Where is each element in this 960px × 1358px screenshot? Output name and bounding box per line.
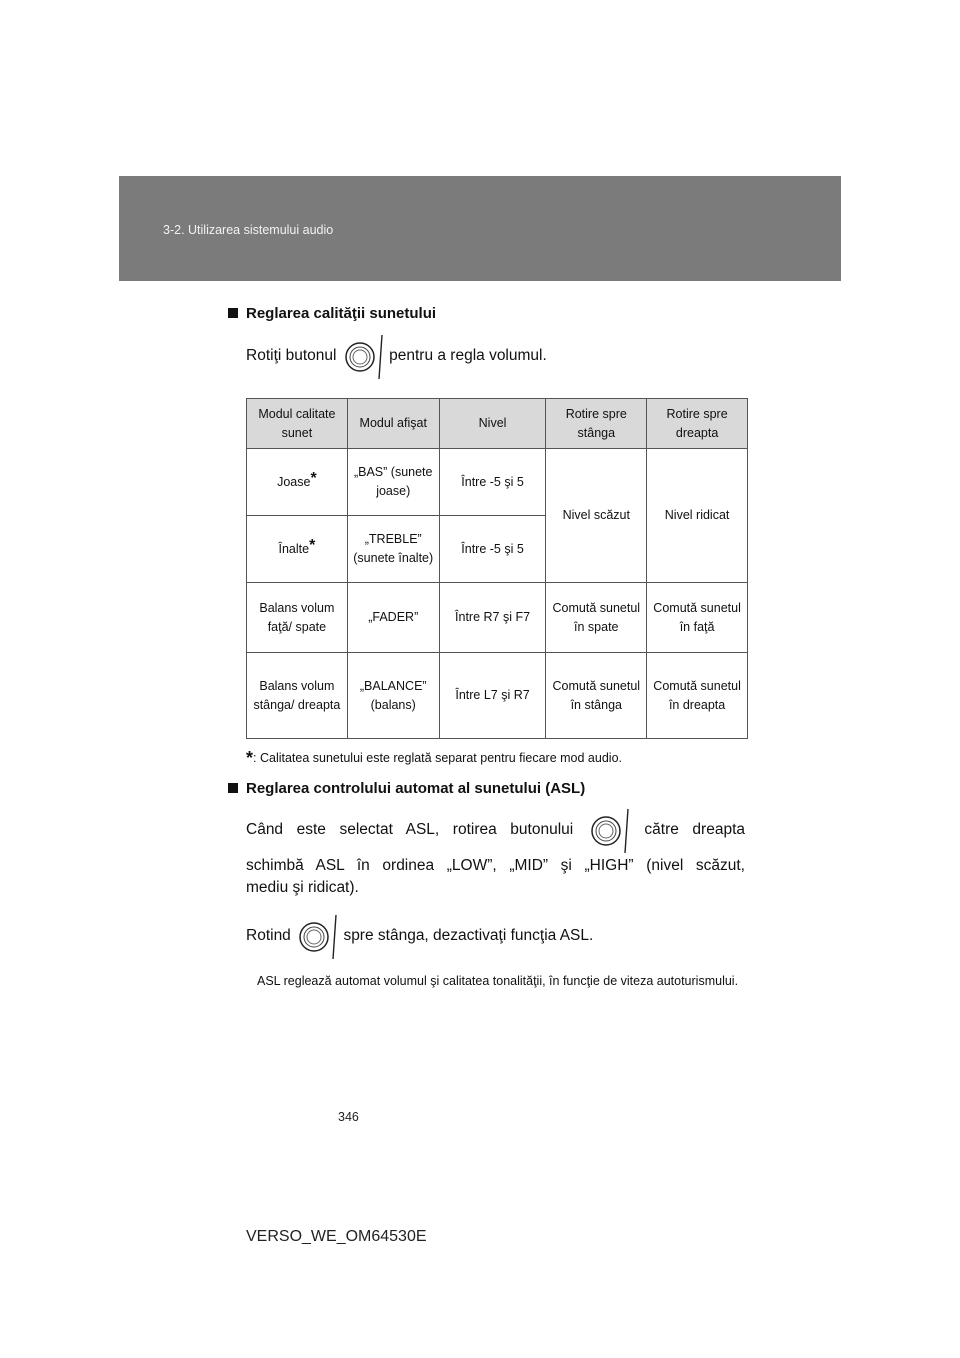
table-cell: Între -5 şi 5 <box>439 516 546 583</box>
table-header-row <box>247 399 748 449</box>
instruction-after: pentru a regla volumul. <box>389 347 547 365</box>
asl-title: Reglarea controlului automat al sunetului (ASL) <box>246 780 586 797</box>
table-cell: Comută sunetul în stânga <box>546 653 647 739</box>
sound-quality-title: Reglarea calităţii sunetului <box>246 305 437 322</box>
table-row-fader <box>247 583 748 653</box>
table-header-cell: Rotire spre stânga <box>546 399 647 449</box>
sound-quality-heading <box>228 305 436 322</box>
table-cell: Balans volum stânga/ dreapta <box>247 653 348 739</box>
table-header-cell: Nivel <box>439 399 546 449</box>
instruction-before: Rotiţi butonul <box>246 347 337 365</box>
table-cell: Joase* <box>247 449 348 516</box>
table-cell: Între -5 şi 5 <box>439 449 546 516</box>
sound-settings-table <box>246 398 748 739</box>
table-cell: Comută sunetul în faţă <box>647 583 748 653</box>
page-number: 346 <box>338 1110 359 1124</box>
table-cell: Comută sunetul în spate <box>546 583 647 653</box>
table-cell: Nivel scăzut <box>546 449 647 583</box>
table-row-balance <box>247 653 748 739</box>
table-cell: Balans volum faţă/ spate <box>247 583 348 653</box>
table-row-bass <box>247 449 748 516</box>
asl-line-2: schimbă ASL în ordinea „LOW”, „MID” şi „HIGH” (nivel scăzut, <box>246 857 745 874</box>
asl-line-4 <box>246 915 593 957</box>
asl-line-4-before: Rotind <box>246 927 291 945</box>
asl-line-1-before: Când este selectat ASL, rotirea butonului <box>246 821 574 839</box>
asl-note: ASL reglează automat volumul şi calitatea tonalităţii, în funcţie de viteza autoturismului. <box>257 974 739 988</box>
footnote-mark: * <box>246 748 254 768</box>
table-cell: „TREBLE” (sunete înalte) <box>347 516 439 583</box>
asl-heading <box>228 780 585 797</box>
section-title-header: 3-2. Utilizarea sistemului audio <box>163 223 334 237</box>
table-cell: Nivel ridicat <box>647 449 748 583</box>
asl-line-4-after: spre stânga, dezactivaţi funcţia ASL. <box>343 927 594 945</box>
table-cell: „BALANCE” (balans) <box>347 653 439 739</box>
table-cell: Comută sunetul în dreapta <box>647 653 748 739</box>
table-footnote <box>246 748 622 769</box>
table-cell: Înalte* <box>247 516 348 583</box>
document-code: VERSO_WE_OM64530E <box>246 1228 427 1245</box>
table-cell: „FADER” <box>347 583 439 653</box>
sound-quality-instruction <box>246 335 547 377</box>
footnote-text: : Calitatea sunetului este reglată separat pentru fiecare mod audio. <box>253 751 622 765</box>
section-header-bar <box>119 176 841 281</box>
table-cell: „BAS” (sunete joase) <box>347 449 439 516</box>
table-header-cell: Modul calitate sunet <box>247 399 348 449</box>
knob-icon <box>295 915 339 957</box>
asl-line-1 <box>246 809 745 851</box>
bullet-square-icon <box>228 783 238 793</box>
table-header-cell: Modul afişat <box>347 399 439 449</box>
table-header-cell: Rotire spre dreapta <box>647 399 748 449</box>
bullet-square-icon <box>228 308 238 318</box>
knob-icon <box>341 335 385 377</box>
knob-icon <box>587 809 631 851</box>
asl-line-3: mediu şi ridicat). <box>246 879 359 896</box>
asl-line-1-after: către dreapta <box>644 821 745 839</box>
table-cell: Între L7 şi R7 <box>439 653 546 739</box>
table-cell: Între R7 şi F7 <box>439 583 546 653</box>
